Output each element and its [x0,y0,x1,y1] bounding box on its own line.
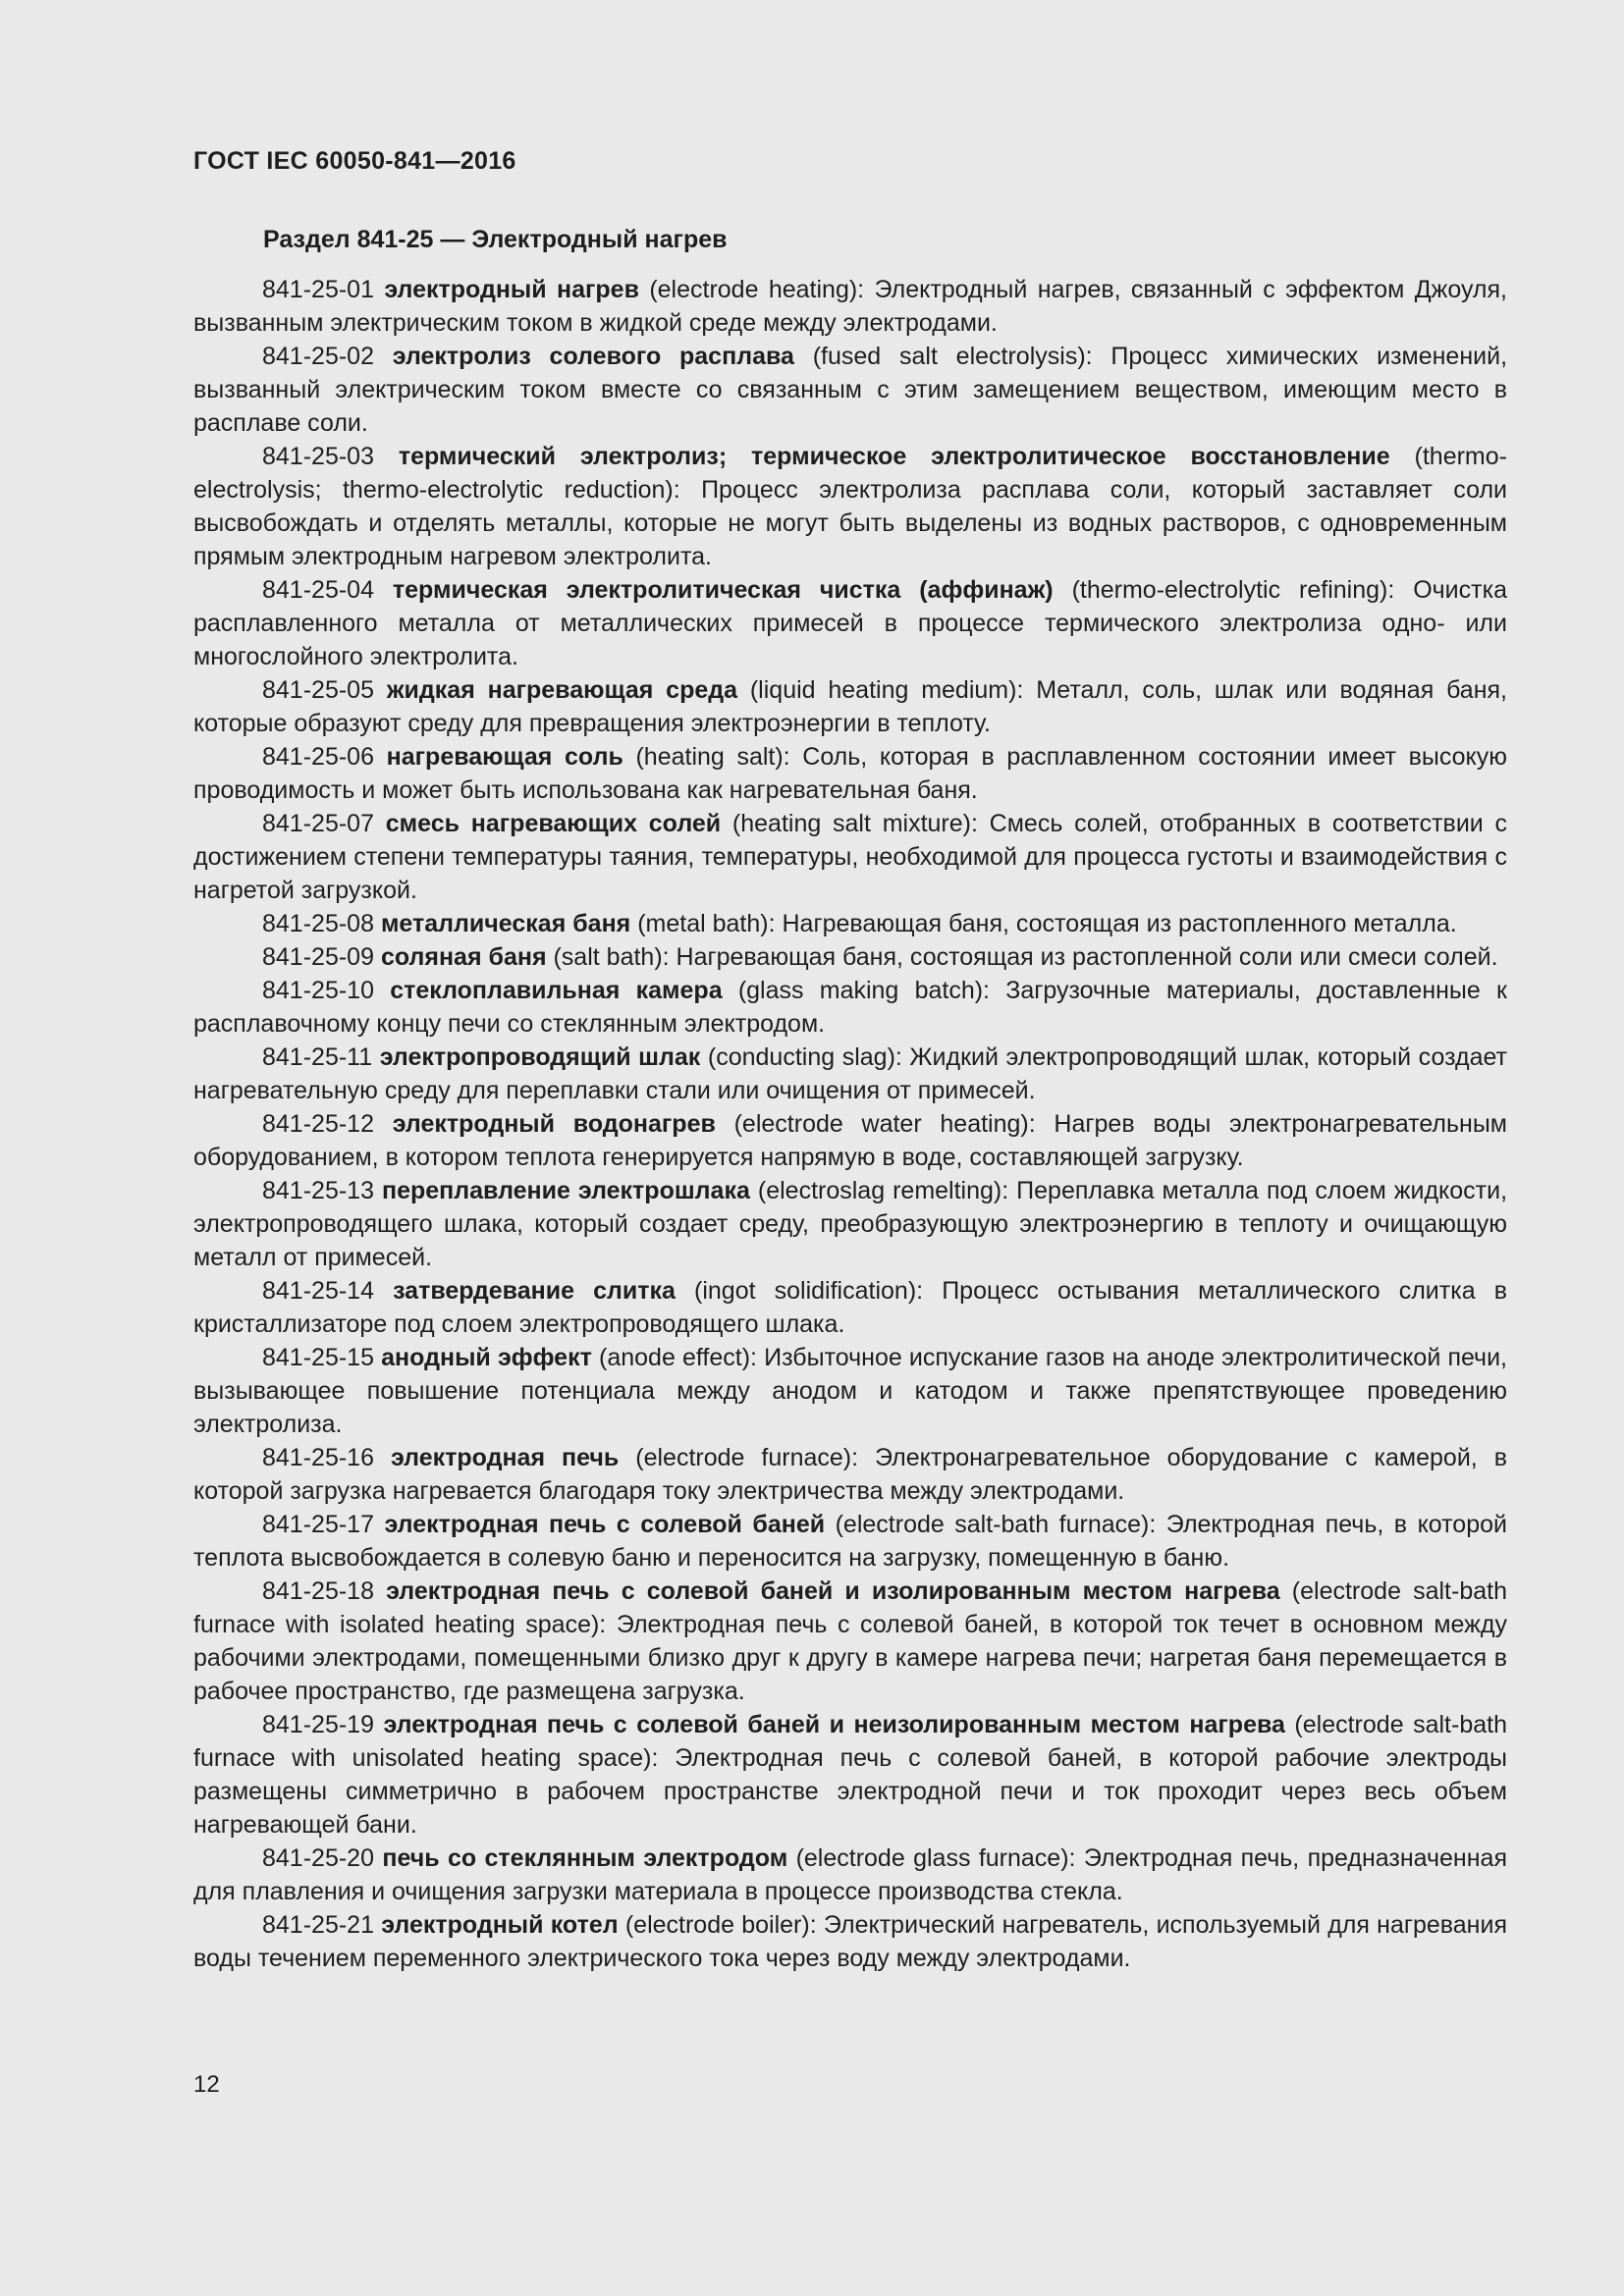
entry-definition: (electrode water heating): Нагрев воды электронагревательным оборудованием, в котором теплота генерируется напрямую в воде, составляющей загрузку. [193,1110,1507,1171]
entry-number: 841-25-04 [262,576,374,604]
definition-entry [193,1842,1507,1908]
entry-term: нагревающая соль [386,743,623,771]
entry-term: жидкая нагревающая среда [386,676,738,704]
entry-number: 841-25-15 [262,1344,374,1371]
definition-entry [193,940,1507,974]
entry-term: металлическая баня [380,910,631,937]
entry-term: электродная печь с солевой баней и изолированным местом нагрева [386,1577,1280,1605]
entry-term: анодный эффект [381,1344,592,1371]
entry-definition: (ingot solidification): Процесс остывания металлического слитка в кристаллизаторе под слоем электропроводящего шлака. [193,1277,1507,1338]
definition-entry [193,573,1507,673]
definition-entry [193,1274,1507,1341]
entry-term: печь со стеклянным электродом [382,1844,788,1872]
entry-number: 841-25-06 [262,743,374,771]
entry-term: соляная баня [380,943,547,971]
entry-number: 841-25-13 [262,1177,374,1204]
definitions-list [193,273,1507,1975]
entry-term: термический электролиз; термическое электролитическое восстановление [398,443,1390,470]
entry-term: электролиз солевого расплава [392,343,794,370]
definition-entry [193,1341,1507,1441]
definition-entry [193,1575,1507,1708]
entry-term: электродный водонагрев [392,1110,716,1138]
entry-definition: (glass making batch): Загрузочные материалы, доставленные к расплавочному концу печи со стеклянным электродом. [193,977,1507,1038]
entry-definition: (heating salt): Соль, которая в расплавленном состоянии имеет высокую проводимость и может быть использована как нагревательная баня. [193,743,1508,804]
entry-term: переплавление электрошлака [381,1177,750,1204]
section-title: Раздел 841-25 — Электродный нагрев [263,226,728,253]
definition-entry [193,907,1507,940]
entry-number: 841-25-19 [262,1711,374,1738]
definition-entry [193,1908,1507,1975]
entry-definition: (electroslag remelting): Переплавка металла под слоем жидкости, электропроводящего шлака, который создает среду, преобразующую электроэнергию в теплоту и очищающую металл от примесей. [193,1177,1508,1271]
entry-term: термическая электролитическая чистка (аффинаж) [392,576,1054,604]
entry-definition: (electrode furnace): Электронагревательное оборудование с камерой, в которой загрузка нагревается благодаря току электричества между электродами. [193,1444,1507,1505]
entry-number: 841-25-20 [262,1844,374,1872]
entry-term: электродный нагрев [384,276,639,303]
entry-definition: (liquid heating medium): Металл, соль, шлак или водяная баня, которые образуют среду для превращения электроэнергии в теплоту. [193,676,1508,737]
entry-term: электродный котел [381,1911,619,1939]
entry-definition: (electrode salt-bath furnace with unisolated heating space): Электродная печь с солевой баней, в которой рабочие электроды размещены симметрично в рабочем пространстве электродной печи и ток проходит через весь объем нагревающей бани. [193,1711,1507,1839]
entry-number: 841-25-03 [262,443,374,470]
entry-term: смесь нагревающих солей [385,810,722,837]
entry-definition: (salt bath): Нагревающая баня, состоящая из растопленной соли или смеси солей. [553,943,1498,971]
entry-term: электродная печь с солевой баней и неизолированным местом нагрева [383,1711,1285,1738]
definition-entry [193,1508,1507,1575]
entry-definition: (metal bath): Нагревающая баня, состоящая из растопленного металла. [637,910,1457,937]
entry-term: электродная печь [390,1444,620,1471]
definition-entry [193,1708,1507,1842]
definition-entry [193,1174,1507,1274]
entry-definition: (electrode glass furnace): Электродная печь, предназначенная для плавления и очищения загрузки материала в процессе производства стекла. [193,1844,1507,1905]
entry-number: 841-25-05 [262,676,374,704]
entry-term: затвердевание слитка [393,1277,676,1305]
definition-entry [193,740,1507,807]
entry-definition: (conducting slag): Жидкий электропроводящий шлак, который создает нагревательную среду для переплавки стали или очищения от примесей. [193,1043,1508,1104]
entry-definition: (anode effect): Избыточное испускание газов на аноде электролитической печи, вызывающее повышение потенциала между анодом и катодом и также препятствующее проведению электролиза. [193,1344,1507,1438]
entry-number: 841-25-17 [262,1511,374,1538]
definition-entry [193,673,1507,740]
entry-definition: (electrode salt-bath furnace with isolated heating space): Электродная печь с солевой баней, в которой ток течет в основном между рабочими электродами, помещенными близко друг к другу в камере нагрева печи; нагретая баня перемещается в рабочее пространство, где размещена загрузка. [193,1577,1507,1705]
entry-definition: (thermo-electrolytic refining): Очистка расплавленного металла от металлических примесей в процессе термического электролиза одно- или многослойного электролита. [193,576,1507,670]
entry-number: 841-25-12 [262,1110,374,1138]
definition-entry [193,273,1507,340]
definition-entry [193,974,1507,1041]
standard-header: ГОСТ IEC 60050-841—2016 [193,147,516,175]
entry-number: 841-25-07 [262,810,374,837]
entry-term: стеклоплавильная камера [390,977,723,1004]
definition-entry [193,807,1507,907]
entry-number: 841-25-14 [262,1277,374,1305]
entry-definition: (electrode boiler): Электрический нагреватель, используемый для нагревания воды течением переменного электрического тока через воду между электродами. [193,1911,1507,1972]
entry-number: 841-25-08 [262,910,374,937]
entry-definition: (thermo-electrolysis; thermo-electrolytic reduction): Процесс электролиза расплава соли, который заставляет соли высвобождать и отделять металлы, которые не могут быть выделены из водных растворов, с одновременным прямым электродным нагревом электролита. [193,443,1507,570]
entry-number: 841-25-11 [262,1043,373,1071]
definition-entry [193,1041,1507,1107]
entry-number: 841-25-02 [262,343,374,370]
entry-number: 841-25-10 [262,977,374,1004]
page-number: 12 [193,2071,220,2098]
definition-entry [193,440,1507,573]
entry-number: 841-25-21 [262,1911,374,1939]
entry-definition: (electrode salt-bath furnace): Электродная печь, в которой теплота высвобождается в солевую баню и переносится на загрузку, помещенную в баню. [193,1511,1507,1572]
entry-definition: (fused salt electrolysis): Процесс химических изменений, вызванный электрическим током вместе со связанным с этим замещением веществом, имеющим место в расплаве соли. [193,343,1508,437]
entry-definition: (electrode heating): Электродный нагрев, связанный с эффектом Джоуля, вызванным электрическим током в жидкой среде между электродами. [193,276,1507,337]
entry-number: 841-25-18 [262,1577,374,1605]
entry-number: 841-25-16 [262,1444,374,1471]
definition-entry [193,1441,1507,1508]
entry-definition: (heating salt mixture): Смесь солей, отобранных в соответствии с достижением степени температуры таяния, температуры, необходимой для процесса густоты и взаимодействия с нагретой загрузкой. [193,810,1508,904]
entry-term: электродная печь с солевой баней [384,1511,826,1538]
entry-number: 841-25-01 [262,276,374,303]
definition-entry [193,340,1507,440]
definition-entry [193,1107,1507,1174]
entry-term: электропроводящий шлак [379,1043,701,1071]
entry-number: 841-25-09 [262,943,374,971]
